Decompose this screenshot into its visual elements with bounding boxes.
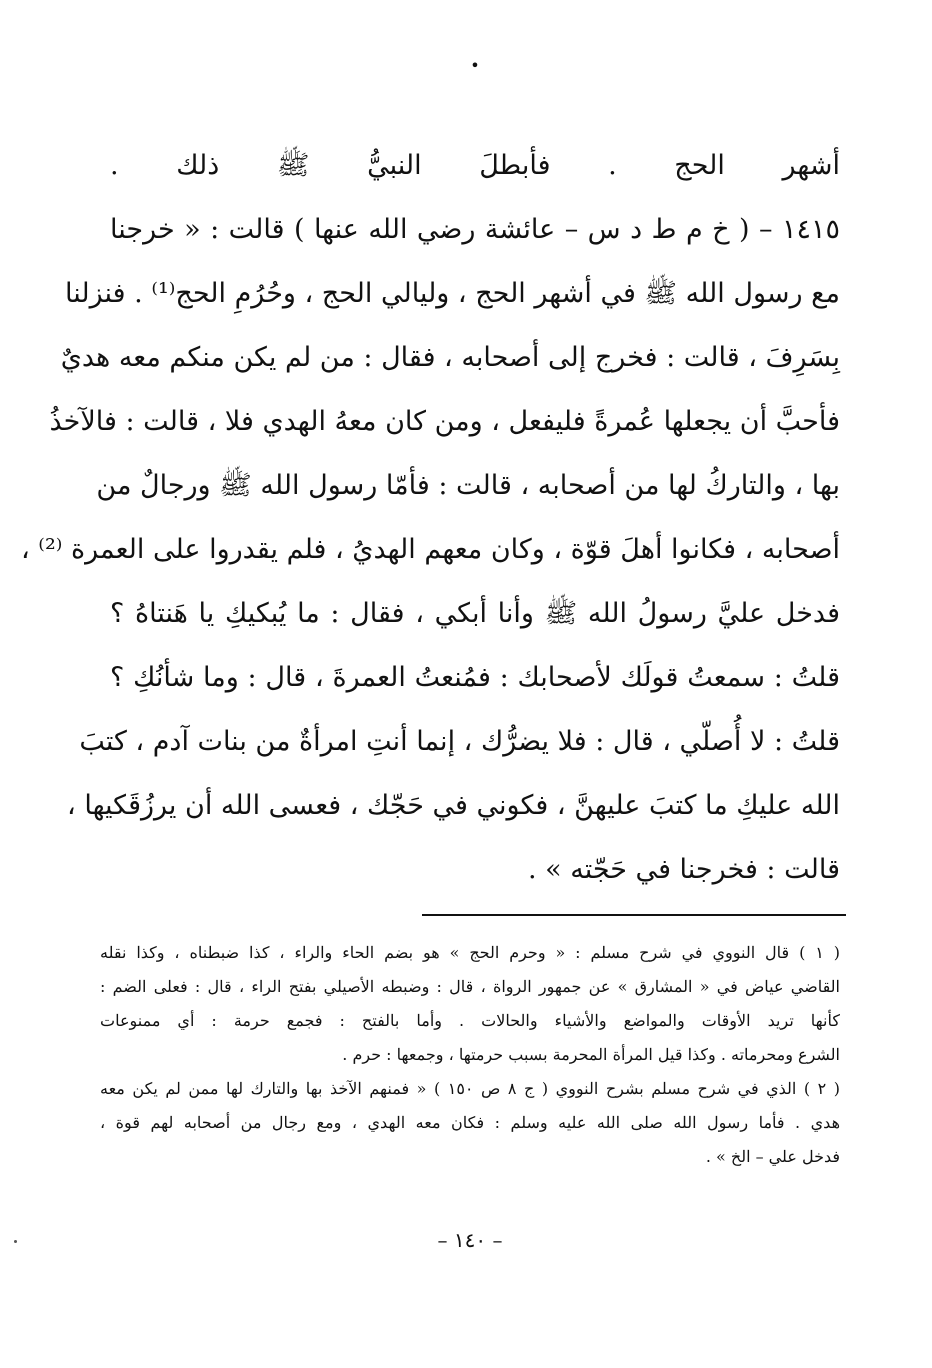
text-line: قالت : فخرجنا في حَجّته » . [527, 854, 840, 885]
text-line: أصحابه ، فكانوا أهلَ قوّة ، وكان معهم الهديُ ، فلم يقدروا على العمرة ⁽²⁾ ، [21, 534, 840, 565]
hadith-heading-line: ١٤١٥ – ( خ م ط د س – عائشة رضي الله عنها ) قالت : « خرجنا [110, 214, 840, 245]
top-ink-mark: • [470, 56, 480, 75]
text-line: الله عليكِ ما كتبَ عليهنَّ ، فكوني في حَجّك ، فعسى الله أن يرزُقَكيها ، [67, 790, 840, 821]
text-line: قلتُ : لا أُصلّي ، قال : فلا يضرُّك ، إنما أنتِ امرأةٌ من بنات آدم ، كتبَ [79, 726, 840, 757]
footnote-line: الشرع ومحرماته . وكذا قيل المرأة المحرمة بسبب حرمتها ، وجمعها : حرم . [342, 1045, 840, 1064]
footnotes-block [100, 938, 840, 1176]
text-line: قلتُ : سمعتُ قولَك لأصحابك : فمُنعتُ العمرةَ ، قال : وما شأنُكِ ؟ [110, 662, 840, 693]
text-line: مع رسول الله ﷺ في أشهر الحج ، وليالي الحج ، وحُرُمِ الحج⁽¹⁾ . فنزلنا [65, 278, 840, 309]
footnote-line: ( ١ ) قال النووي في شرح مسلم : « وحرم الحج » هو بضم الحاء والراء ، كذا ضبطناه ، وكذا نقله [100, 943, 841, 962]
footnote-line: هدي . فأما رسول الله صلى الله عليه وسلم : فكان معه الهدي ، ومع رجال من أصحابه لهم قوة ، [100, 1113, 841, 1132]
footnote-line: ( ٢ ) الذي في شرح مسلم بشرح النووي ( ج ٨ ص ١٥٠ ) « فمنهم الآخذ بها والتارك لها ممن لم يكن معه [100, 1079, 841, 1098]
footnote-1 [100, 938, 840, 1074]
hadith-text-block [21, 138, 840, 906]
text-line: أشهر الحج . فأبطلَ النبيُّ ﷺ ذلك . [110, 150, 840, 181]
scan-speck [14, 1240, 17, 1243]
footnote-2 [100, 1074, 840, 1176]
footnote-line: كأنها تريد الأوقات والمواضع والأشياء والحالات . وأما بالفتح : فجمع حرمة : أي ممنوعات [100, 1011, 840, 1030]
text-line: فدخل عليَّ رسولُ الله ﷺ وأنا أبكي ، فقال : ما يُبكيكِ يا هَنتاهُ ؟ [110, 598, 840, 629]
text-line: بِسَرِفَ ، قالت : فخرج إلى أصحابه ، فقال : من لم يكن منكم معه هديٌ [60, 342, 840, 373]
text-line: بها ، والتاركُ لها من أصحابه ، قالت : فأمّا رسول الله ﷺ ورجالٌ من [96, 470, 840, 501]
footnote-separator [422, 914, 846, 916]
footnote-line: فدخل علي – الخ » . [705, 1147, 840, 1166]
page-number: – ١٤٠ – [437, 1228, 503, 1252]
text-line: فأحبَّ أن يجعلها عُمرةً فليفعل ، ومن كان معهُ الهدي فلا ، قالت : فالآخذُ [49, 406, 840, 437]
footnote-line: القاضي عياض في « المشارق » عن جمهور الرواة ، قال : وضبطه الأصيلي بفتح الراء ، قال : فعلى الضم : [100, 977, 841, 996]
